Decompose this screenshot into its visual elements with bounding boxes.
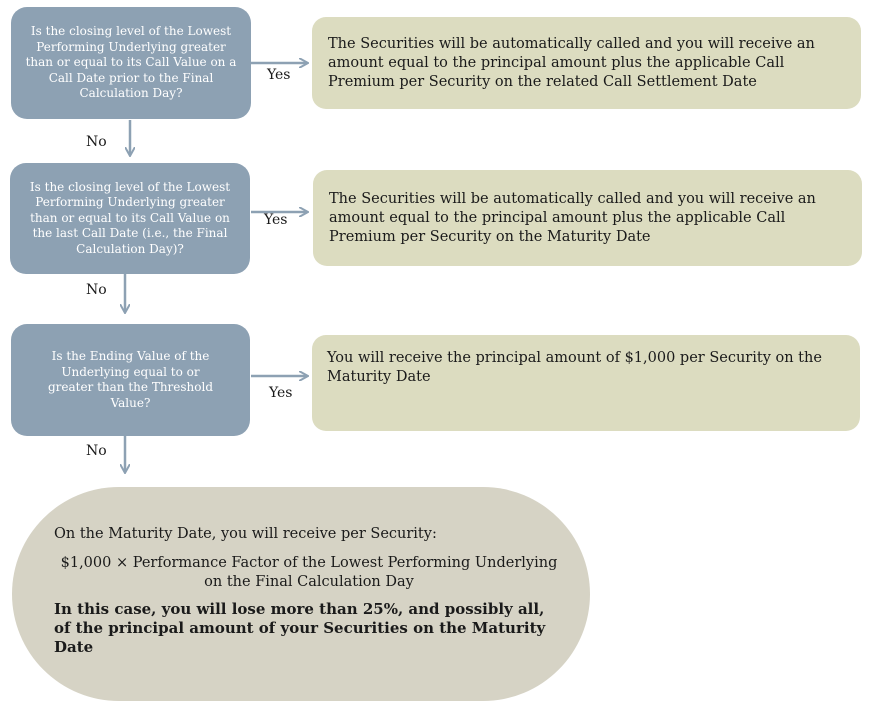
yes-label-3: Yes xyxy=(269,385,293,401)
answer-box-3 xyxy=(312,335,860,431)
answer-text-2: The Securities will be automatically called and you will receive an amount equal to the principal amount plus the applicable Call Premium per Security on the Maturity Date xyxy=(329,190,816,245)
answer-box-2 xyxy=(313,170,862,266)
question-text-2: Is the closing level of the Lowest Performing Underlying greater than or equal to its Call Value on the last Call Date (i.e., the Final Calculation Day)? xyxy=(29,179,231,256)
answer-text-3: You will receive the principal amount of $1,000 per Security on the Maturity Date xyxy=(327,350,822,385)
final-outcome-box xyxy=(12,487,590,701)
yes-label-1: Yes xyxy=(267,67,291,83)
question-text-1: Is the closing level of the Lowest Performing Underlying greater than or equal to its Call Value on a Call Date prior to the Final Calculation Day? xyxy=(25,24,237,101)
answer-box-1 xyxy=(312,17,861,109)
final-intro: On the Maturity Date, you will receive per Security: xyxy=(54,526,437,542)
question-box-1 xyxy=(11,7,251,119)
question-box-3 xyxy=(11,324,250,436)
no-label-2: No xyxy=(86,282,107,298)
yes-label-2: Yes xyxy=(264,212,288,228)
no-label-3: No xyxy=(86,443,107,459)
question-box-2 xyxy=(10,163,250,274)
final-formula: $1,000 × Performance Factor of the Lowest Performing Underlying on the Final Calculation Day xyxy=(60,555,558,590)
question-text-3: Is the Ending Value of the Underlying equal to or greater than the Threshold Value? xyxy=(47,349,214,410)
final-warning: In this case, you will lose more than 25%, and possibly all, of the principal amount of your Securities on the Maturity Date xyxy=(54,600,546,656)
no-label-1: No xyxy=(86,134,107,150)
answer-text-1: The Securities will be automatically called and you will receive an amount equal to the principal amount plus the applicable Call Premium per Security on the related Call Settlement Date xyxy=(328,35,815,90)
